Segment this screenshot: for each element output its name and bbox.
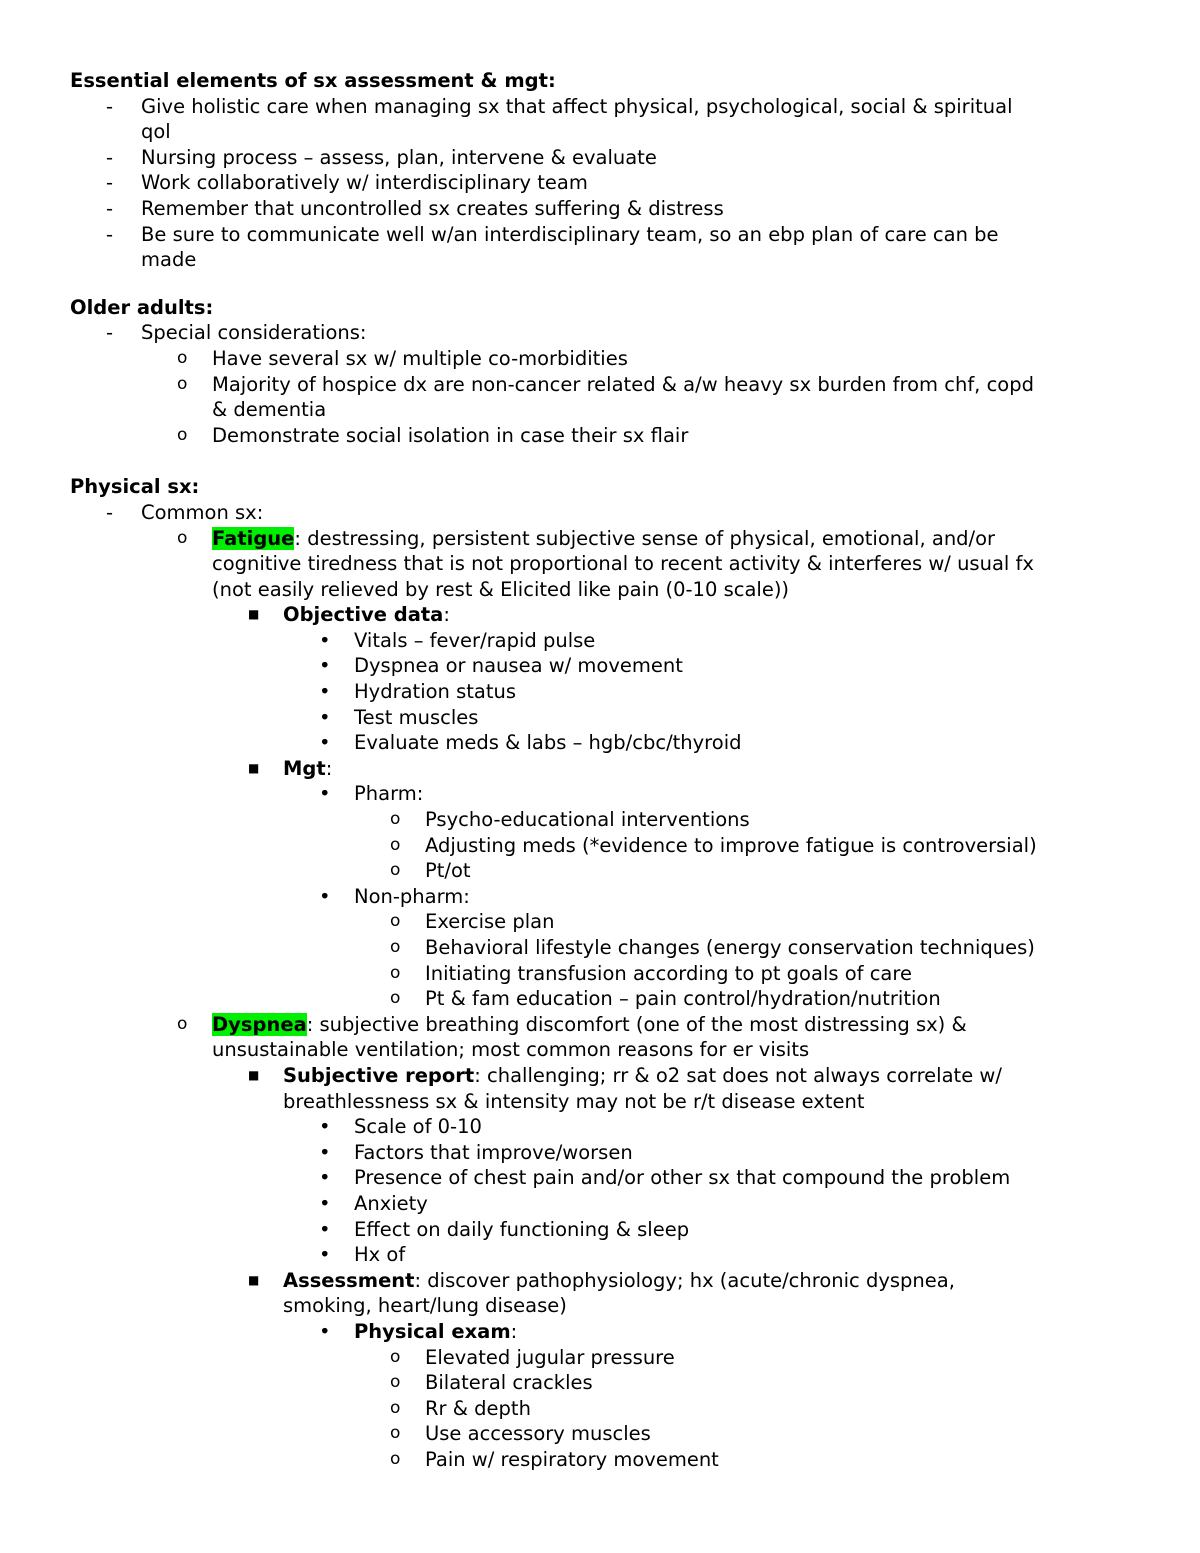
list-item: o Use accessory muscles — [390, 1422, 651, 1446]
square-bullet: ■ — [248, 1067, 260, 1082]
list-item: • Physical exam: — [319, 1319, 518, 1343]
list-item-continuation: & dementia — [212, 398, 327, 422]
circle-bullet: o — [390, 962, 401, 983]
list-item: • Hydration status — [319, 680, 517, 704]
circle-bullet: o — [390, 834, 401, 855]
dot-bullet: • — [319, 884, 331, 908]
list-item: o Pt & fam education – pain control/hydration/nutrition — [390, 987, 941, 1011]
circle-bullet: o — [177, 347, 188, 368]
list-item: - Work collaboratively w/ interdisciplinary team — [106, 171, 588, 195]
list-item-continuation: smoking, heart/lung disease) — [283, 1294, 567, 1318]
circle-bullet: o — [390, 1346, 401, 1367]
list-item: o Initiating transfusion according to pt goals of care — [390, 961, 912, 985]
fatigue-definition: o Fatigue: destressing, persistent subjective sense of physical, emotional, and/or — [177, 526, 996, 550]
dash-bullet: - — [106, 171, 114, 195]
dot-bullet: • — [319, 1140, 331, 1164]
dash-bullet: - — [106, 196, 114, 220]
list-item: - Special considerations: — [106, 321, 367, 345]
list-item: o Elevated jugular pressure — [390, 1345, 675, 1369]
dot-bullet: • — [319, 1166, 331, 1190]
list-item: - Remember that uncontrolled sx creates suffering & distress — [106, 196, 724, 220]
highlighted-term-dyspnea: Dyspnea — [212, 1012, 307, 1036]
circle-bullet: o — [177, 527, 188, 548]
list-item: ■ Objective data: — [248, 603, 450, 627]
list-item-continuation: qol — [141, 120, 171, 144]
dot-bullet: • — [319, 1115, 331, 1139]
list-item: o Bilateral crackles — [390, 1371, 593, 1395]
dot-bullet: • — [319, 731, 331, 755]
list-item: o Pain w/ respiratory movement — [390, 1447, 719, 1471]
list-item: • Pharm: — [319, 782, 424, 806]
list-item-continuation: breathlessness sx & intensity may not be r/t disease extent — [283, 1089, 865, 1113]
list-item: o Demonstrate social isolation in case their sx flair — [177, 423, 689, 447]
list-item: • Dyspnea or nausea w/ movement — [319, 654, 683, 678]
list-item: ■ Mgt: — [248, 756, 333, 780]
list-item: ■ Assessment: discover pathophysiology; hx (acute/chronic dyspnea, — [248, 1268, 955, 1292]
circle-bullet: o — [390, 937, 401, 957]
list-item: • Factors that improve/worsen — [319, 1140, 633, 1164]
dot-bullet: • — [319, 654, 331, 678]
circle-bullet: o — [390, 988, 401, 1009]
dot-bullet: • — [319, 628, 331, 652]
list-item-continuation: (not easily relieved by rest & Elicited like pain (0-10 scale)) — [212, 577, 790, 601]
list-item: • Test muscles — [319, 705, 479, 729]
list-item: o Psycho-educational interventions — [390, 808, 750, 832]
list-item: o Have several sx w/ multiple co-morbidities — [177, 346, 628, 370]
list-item: • Non-pharm: — [319, 884, 470, 908]
list-item: • Evaluate meds & labs – hgb/cbc/thyroid — [319, 731, 742, 755]
list-item: - Nursing process – assess, plan, intervene & evaluate — [106, 145, 657, 169]
list-item: - Be sure to communicate well w/an interdisciplinary team, so an ebp plan of care can be — [106, 222, 999, 246]
circle-bullet: o — [390, 1423, 401, 1444]
list-item-continuation: unsustainable ventilation; most common reasons for er visits — [212, 1038, 810, 1062]
list-item: - Common sx: — [106, 500, 264, 524]
dot-bullet: • — [319, 1191, 331, 1215]
dot-bullet: • — [319, 680, 331, 704]
list-item: - Give holistic care when managing sx that affect physical, psychological, social & spiritual — [106, 94, 1013, 118]
square-bullet: ■ — [248, 607, 260, 622]
circle-bullet: o — [177, 373, 188, 394]
square-bullet: ■ — [248, 760, 260, 775]
section-heading-essential: Essential elements of sx assessment & mgt: — [70, 69, 556, 92]
circle-bullet: o — [390, 809, 401, 830]
dot-bullet: • — [319, 1319, 331, 1343]
list-item: o Majority of hospice dx are non-cancer related & a/w heavy sx burden from chf, copd — [177, 372, 1034, 396]
list-item-continuation: cognitive tiredness that is not proportional to recent activity & interferes w/ usual fx — [212, 552, 1034, 576]
dot-bullet: • — [319, 1243, 331, 1267]
highlighted-term-fatigue: Fatigue — [212, 526, 295, 550]
list-item: • Hx of — [319, 1243, 406, 1267]
dot-bullet: • — [319, 705, 331, 729]
circle-bullet: o — [390, 1372, 401, 1393]
dash-bullet: - — [106, 145, 114, 169]
list-item: o Adjusting meds (*evidence to improve fatigue is controversial) — [390, 833, 1037, 857]
circle-bullet: o — [390, 860, 401, 881]
dash-bullet: - — [106, 94, 114, 118]
list-item: o Behavioral lifestyle changes (energy conservation techniques) — [390, 936, 1035, 959]
dot-bullet: • — [319, 1217, 331, 1241]
square-bullet: ■ — [248, 1272, 260, 1287]
list-item: o Exercise plan — [390, 910, 555, 934]
section-heading-physical-sx: Physical sx: — [70, 475, 200, 499]
list-item: ■ Subjective report: challenging; rr & o2 sat does not always correlate w/ — [248, 1063, 1002, 1087]
section-heading-older-adults: Older adults: — [70, 295, 214, 319]
list-item: • Scale of 0-10 — [319, 1115, 482, 1139]
circle-bullet: o — [390, 1448, 401, 1469]
list-item: • Anxiety — [319, 1191, 428, 1215]
dash-bullet: - — [106, 222, 114, 246]
list-item: • Effect on daily functioning & sleep — [319, 1217, 690, 1241]
dash-bullet: - — [106, 321, 114, 345]
list-item: • Vitals – fever/rapid pulse — [319, 628, 596, 652]
circle-bullet: o — [390, 1397, 401, 1418]
circle-bullet: o — [390, 911, 401, 932]
dot-bullet: • — [319, 782, 331, 806]
circle-bullet: o — [177, 1013, 188, 1034]
list-item: • Presence of chest pain and/or other sx that compound the problem — [319, 1166, 1011, 1190]
dyspnea-definition: o Dyspnea: subjective breathing discomfort (one of the most distressing sx) & — [177, 1012, 967, 1036]
list-item-continuation: made — [141, 248, 197, 272]
list-item: o Rr & depth — [390, 1396, 531, 1420]
list-item: o Pt/ot — [390, 859, 471, 883]
circle-bullet: o — [177, 424, 188, 445]
dash-bullet: - — [106, 500, 114, 524]
